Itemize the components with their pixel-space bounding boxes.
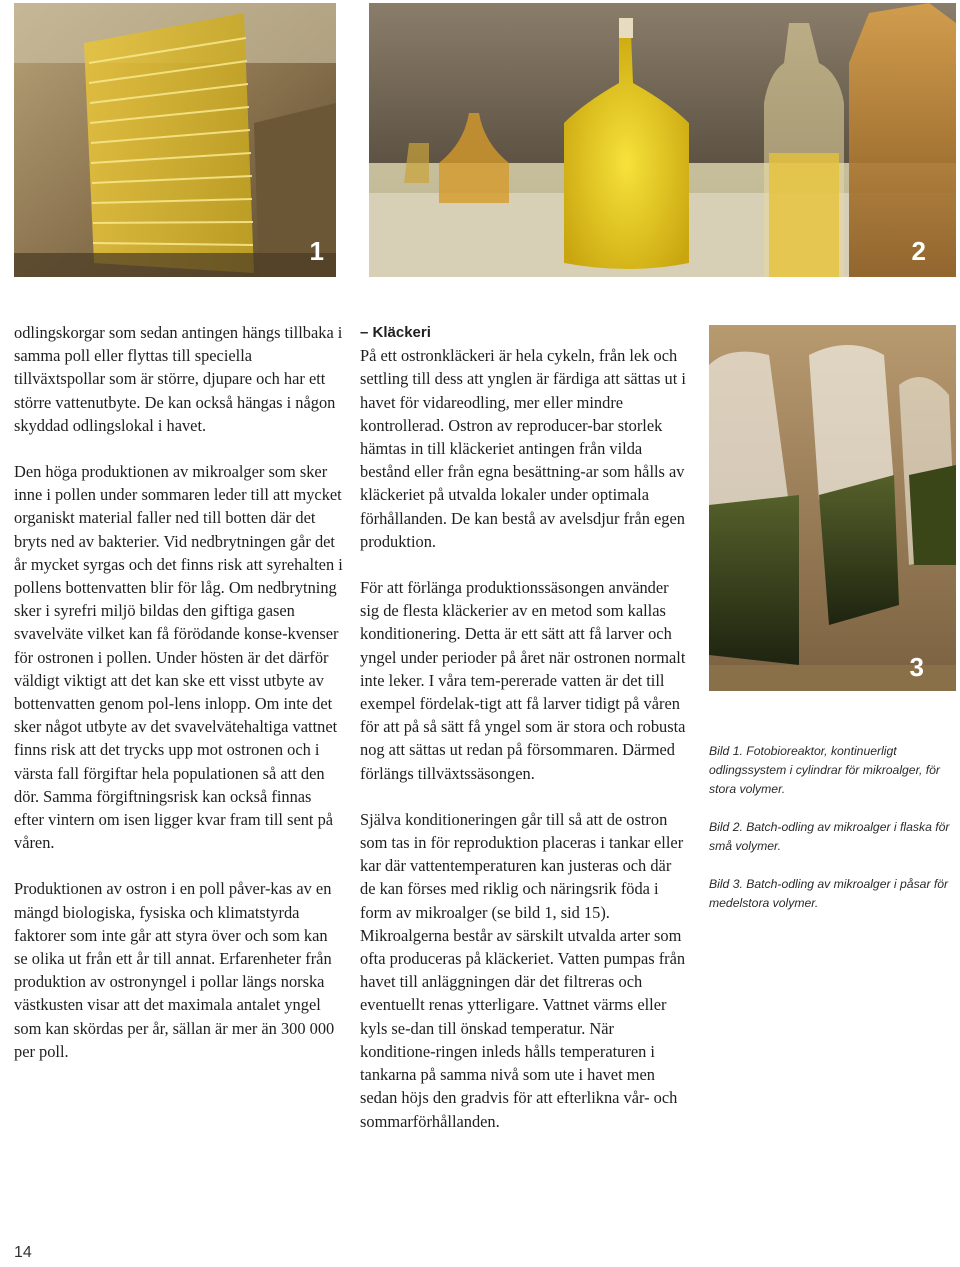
photo-number-1: 1 bbox=[309, 236, 324, 266]
left-column bbox=[14, 321, 344, 1086]
photo-bags bbox=[709, 325, 956, 691]
caption-1: Bild 1. Fotobioreaktor, kontinuerligt odlingssystem i cylindrar för mikroalger, för stora volymer. bbox=[709, 744, 940, 796]
middle-paragraph-1: På ett ostronkläckeri är hela cykeln, från lek och settling till dess att ynglen är färdiga att sättas ut i havet för vidareodling, mer eller mindre kontrollerad. Ostron av reproducer-bar storlek hämtas in till kläckeriet antingen från vilda bestånd eller från egna besättning-ar som hålls av kläckeriet på utvalda lokaler under optimala förhållanden. De kan bestå av avelsdjur från egen produktion. bbox=[360, 346, 686, 551]
left-paragraph-3: Produktionen av ostron i en poll påver-kas av en mängd biologiska, fysiska och klimatstyrda faktorer som inte går att styra över och som kan se olika ut från ett år till annat. Erfarenheter från produktion av ostronyngel i pollar längs norska västkusten visar att det maximala antalet yngel som kan skördas per år, sällan är mer än 300 000 per poll. bbox=[14, 879, 335, 1061]
photo-flasks bbox=[369, 3, 956, 277]
left-paragraph-1: odlingskorgar som sedan antingen hängs tillbaka i samma poll eller flyttas till speciella tillväxtspollar som är större, djupare och har ett större vattenutbyte. De kan också hängas i någon skyddad odlingslokal i havet. bbox=[14, 323, 343, 435]
middle-paragraph-3: Själva konditioneringen går till så att de ostron som tas in för reproduktion placeras i tankar eller kar där vattentemperaturen kan justeras och där de kan förses med riklig och näringsrik föda i form av mikroalger (se bild 1, sid 15). Mikroalgerna består av särskilt utvalda arter som ofta produceras på kläckeriet. Vatten pumpas från havet till anläggningen där det filtreras och eventuellt renas ytterligare. Vattnet värms eller kyls se-dan till önskad temperatur. När konditione-ringen inleds hålls temperaturen i tankarna på samma nivå som ute i havet men sedan höjs den gradvis för att efterlikna vår- och sommarförhållanden. bbox=[360, 809, 686, 1131]
middle-paragraph-2: För att förlänga produktionssäsongen använder sig de flesta kläckerier av en metod som kallas konditionering. Detta är ett sätt att få larver och yngel under perioder på året när ostronen normalt inte leker. I våra tem-pererade vatten är det till exempel fördelak-tigt att få larver tidigt på våren för att på så sätt få yngel som är stora och robusta nog att sättas ut redan på försommaren. Därmed förlängs tillväxtssäsongen. bbox=[360, 578, 686, 783]
photo-number-3: 3 bbox=[909, 652, 924, 682]
section-heading: – Kläckeri bbox=[360, 324, 431, 341]
photo-photobioreactor bbox=[14, 3, 336, 277]
caption-3: Bild 3. Batch-odling av mikroalger i påsar för medelstora volymer. bbox=[709, 877, 949, 910]
caption-2: Bild 2. Batch-odling av mikroalger i flaska för små volymer. bbox=[709, 820, 950, 853]
page-number: 14 bbox=[14, 1244, 32, 1261]
photo-number-2: 2 bbox=[911, 236, 926, 266]
middle-column bbox=[360, 321, 690, 1156]
captions bbox=[709, 742, 957, 932]
left-paragraph-2: Den höga produktionen av mikroalger som sker inne i pollen under sommaren leder till att mycket organiskt material faller ned till botten där det bryts ned av bakterier. Vid nedbrytningen går det år mycket syrgas och det finns risk att syrehalten i pollens bottenvatten blir för låg. Om nedbrytning sker i syrefri miljö bildas den giftiga gasen svavelväte vilket kan få förödande konse-kvenser för ostronen i pollen. Under hösten är det därför väldigt viktigt att det kan ske ett visst utbyte av bottenvatten genom pol-lens inlopp. Om inte det sker något utbyte av det svavelvätehaltiga vattnet finns risk att det trycks upp mot ostronen och i värsta fall förgiftar hela populationen så att den dör. Samma förgiftningsrisk kan också finnas efter vintern om isen ligger kvar fram till sent på våren. bbox=[14, 462, 343, 853]
